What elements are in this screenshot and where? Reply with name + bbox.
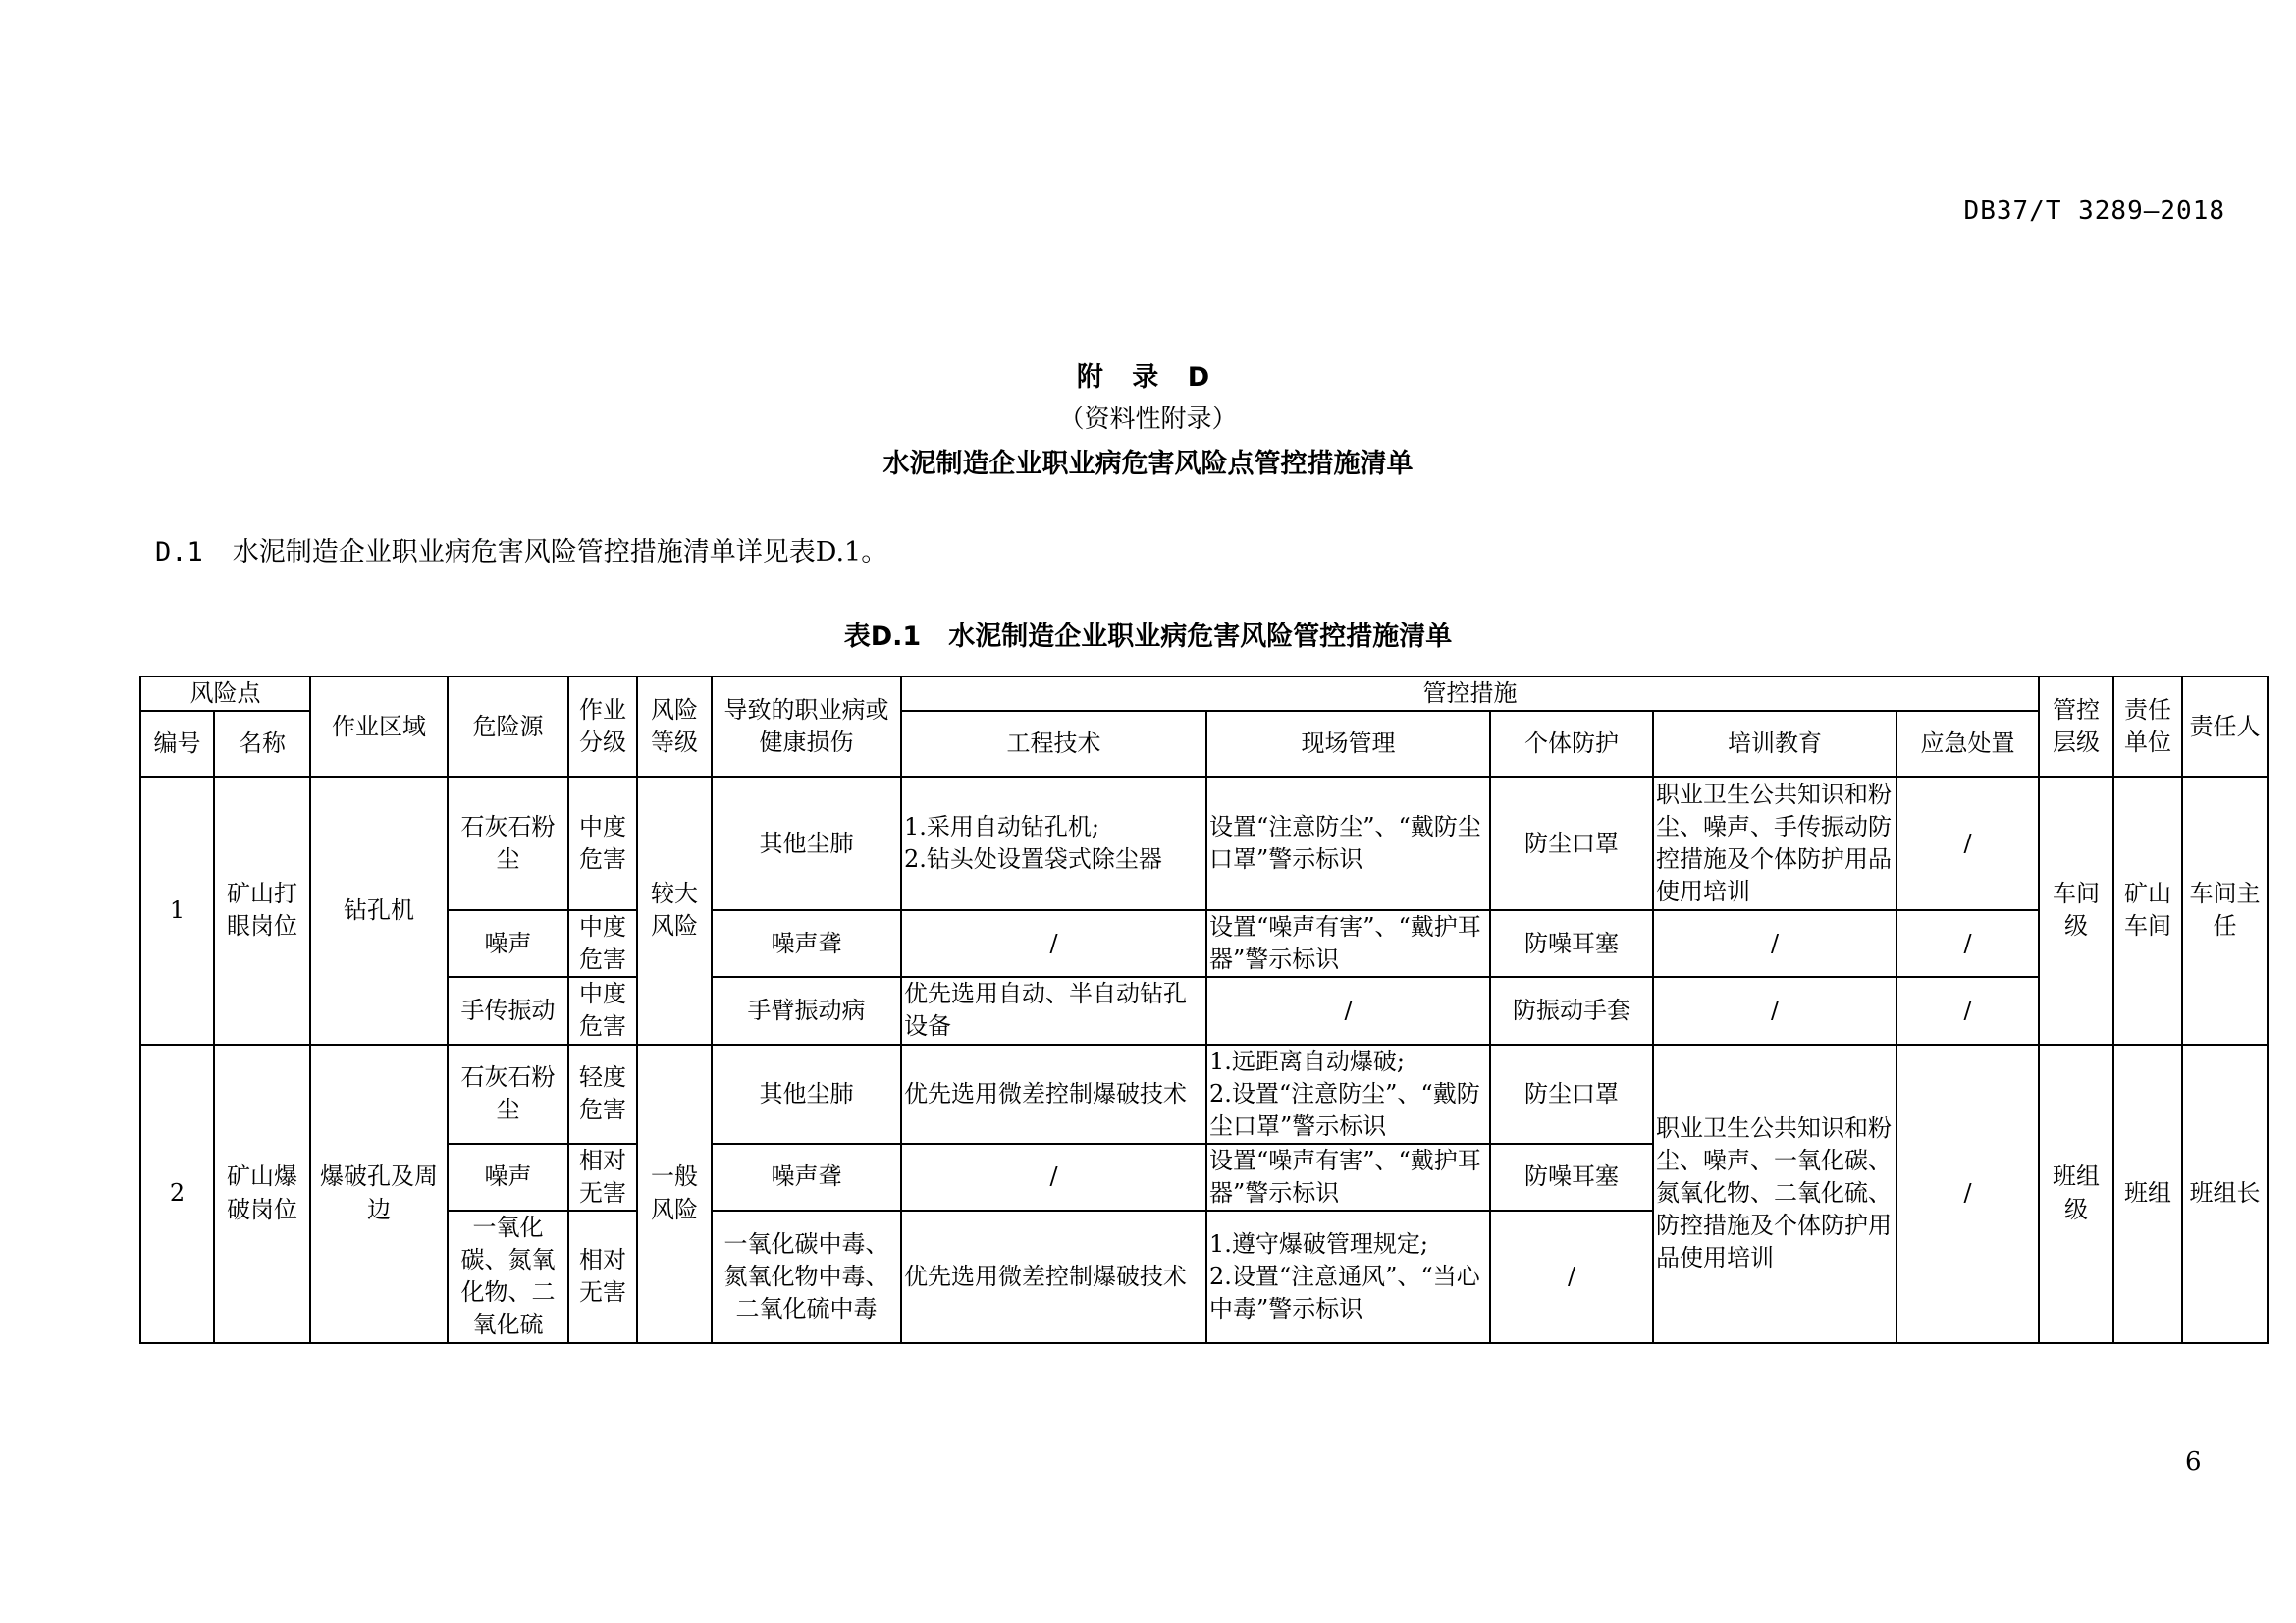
cell-training: / — [1653, 910, 1896, 977]
header-responsible-unit: 责任单位 — [2113, 676, 2182, 777]
clause-d1 — [155, 530, 887, 568]
header-work-grade: 作业分级 — [568, 676, 637, 777]
cell-control-level: 车间级 — [2039, 777, 2113, 1044]
cell-grade: 相对无害 — [568, 1211, 637, 1342]
cell-emergency: / — [1896, 777, 2039, 910]
cell-site-management: 设置“注意防尘”、“戴防尘口罩”警示标识 — [1206, 777, 1490, 910]
header-engineering: 工程技术 — [901, 711, 1206, 777]
cell-training: 职业卫生公共知识和粉尘、噪声、手传振动防控措施及个体防护用品使用培训 — [1653, 777, 1896, 910]
table-number: 表D.1 — [843, 622, 922, 652]
cell-hazard: 石灰石粉尘 — [448, 1045, 568, 1144]
site-management-line: 2.设置“注意通风”、“当心中毒”警示标识 — [1209, 1262, 1480, 1323]
cell-training: / — [1653, 977, 1896, 1044]
cell-site-management — [1206, 1045, 1490, 1144]
cell-disease: 噪声聋 — [712, 1144, 901, 1211]
cell-responsible-person: 班组长 — [2182, 1045, 2268, 1343]
cell-hazard: 石灰石粉尘 — [448, 777, 568, 910]
cell-disease: 其他尘肺 — [712, 1045, 901, 1144]
header-training: 培训教育 — [1653, 711, 1896, 777]
header-site-management: 现场管理 — [1206, 711, 1490, 777]
cell-emergency: / — [1896, 1045, 2039, 1343]
site-management-line: 1.遵守爆破管理规定; — [1209, 1229, 1428, 1258]
header-number: 编号 — [140, 711, 214, 777]
cell-engineering: 优先选用微差控制爆破技术 — [901, 1045, 1206, 1144]
cell-grade: 相对无害 — [568, 1144, 637, 1211]
cell-ppe: 防振动手套 — [1490, 977, 1653, 1044]
cell-ppe: 防噪耳塞 — [1490, 910, 1653, 977]
engineering-line: 1.采用自动钻孔机; — [904, 813, 1099, 840]
cell-name: 矿山爆破岗位 — [214, 1045, 310, 1343]
cell-disease: 一氧化碳中毒、氮氧化物中毒、二氧化硫中毒 — [712, 1211, 901, 1342]
site-management-line: 1.远距离自动爆破; — [1209, 1047, 1405, 1075]
table-row — [140, 1045, 2268, 1144]
clause-text: 水泥制造企业职业病危害风险管控措施清单详见表D.1。 — [232, 537, 888, 568]
cell-hazard: 噪声 — [448, 910, 568, 977]
table-row — [140, 910, 2268, 977]
page-number: 6 — [2185, 1447, 2202, 1477]
cell-work-area: 钻孔机 — [310, 777, 448, 1044]
cell-number: 2 — [140, 1045, 214, 1343]
table-row — [140, 777, 2268, 910]
cell-training: 职业卫生公共知识和粉尘、噪声、一氧化碳、氮氧化物、二氧化硫、防控措施及个体防护用品使用培训 — [1653, 1045, 1896, 1343]
cell-site-management: 设置“噪声有害”、“戴护耳器”警示标识 — [1206, 1144, 1490, 1211]
header-occupational-disease: 导致的职业病或健康损伤 — [712, 676, 901, 777]
header-risk-point: 风险点 — [140, 676, 310, 711]
cell-name: 矿山打眼岗位 — [214, 777, 310, 1044]
annex-title: 水泥制造企业职业病危害风险点管控措施清单 — [882, 449, 1414, 479]
cell-risk-level: 一般风险 — [637, 1045, 712, 1343]
cell-disease: 其他尘肺 — [712, 777, 901, 910]
cell-site-management: 设置“噪声有害”、“戴护耳器”警示标识 — [1206, 910, 1490, 977]
engineering-line: 2.钻头处设置袋式除尘器 — [904, 845, 1162, 874]
header-control-measures: 管控措施 — [901, 676, 2039, 711]
cell-engineering: 优先选用自动、半自动钻孔设备 — [901, 977, 1206, 1044]
cell-engineering: / — [901, 910, 1206, 977]
document-code: DB37/T 3289—2018 — [1963, 196, 2225, 226]
cell-disease: 噪声聋 — [712, 910, 901, 977]
cell-engineering: / — [901, 1144, 1206, 1211]
cell-engineering: 优先选用微差控制爆破技术 — [901, 1211, 1206, 1342]
cell-responsible-person: 车间主任 — [2182, 777, 2268, 1044]
cell-ppe: / — [1490, 1211, 1653, 1342]
header-control-level: 管控层级 — [2039, 676, 2113, 777]
cell-site-management: / — [1206, 977, 1490, 1044]
cell-grade: 中度危害 — [568, 910, 637, 977]
cell-ppe: 防尘口罩 — [1490, 1045, 1653, 1144]
header-risk-level: 风险等级 — [637, 676, 712, 777]
cell-hazard: 一氧化碳、氮氧化物、二氧化硫 — [448, 1211, 568, 1342]
cell-emergency: / — [1896, 977, 2039, 1044]
header-ppe: 个体防护 — [1490, 711, 1653, 777]
cell-disease: 手臂振动病 — [712, 977, 901, 1044]
cell-responsible-unit: 矿山车间 — [2113, 777, 2182, 1044]
cell-engineering — [901, 777, 1206, 910]
risk-control-table — [139, 676, 2269, 1344]
header-name: 名称 — [214, 711, 310, 777]
table-title: 水泥制造企业职业病危害风险管控措施清单 — [948, 622, 1453, 652]
table-caption — [0, 615, 2296, 653]
header-hazard-source: 危险源 — [448, 676, 568, 777]
clause-number: D.1 — [155, 537, 203, 568]
cell-ppe: 防尘口罩 — [1490, 777, 1653, 910]
header-work-area: 作业区域 — [310, 676, 448, 777]
cell-grade: 轻度危害 — [568, 1045, 637, 1144]
cell-ppe: 防噪耳塞 — [1490, 1144, 1653, 1211]
cell-grade: 中度危害 — [568, 977, 637, 1044]
header-responsible-person: 责任人 — [2182, 676, 2268, 777]
header-emergency: 应急处置 — [1896, 711, 2039, 777]
annex-label: 附 录 D — [1076, 362, 1220, 393]
annex-kind: （资料性附录） — [1058, 405, 1238, 434]
cell-risk-level: 较大风险 — [637, 777, 712, 1044]
cell-site-management — [1206, 1211, 1490, 1342]
table-row — [140, 977, 2268, 1044]
cell-number: 1 — [140, 777, 214, 1044]
site-management-line: 2.设置“注意防尘”、“戴防尘口罩”警示标识 — [1209, 1079, 1480, 1140]
cell-grade: 中度危害 — [568, 777, 637, 910]
cell-hazard: 手传振动 — [448, 977, 568, 1044]
cell-work-area: 爆破孔及周边 — [310, 1045, 448, 1343]
cell-control-level: 班组级 — [2039, 1045, 2113, 1343]
cell-responsible-unit: 班组 — [2113, 1045, 2182, 1343]
cell-hazard: 噪声 — [448, 1144, 568, 1211]
cell-emergency: / — [1896, 910, 2039, 977]
